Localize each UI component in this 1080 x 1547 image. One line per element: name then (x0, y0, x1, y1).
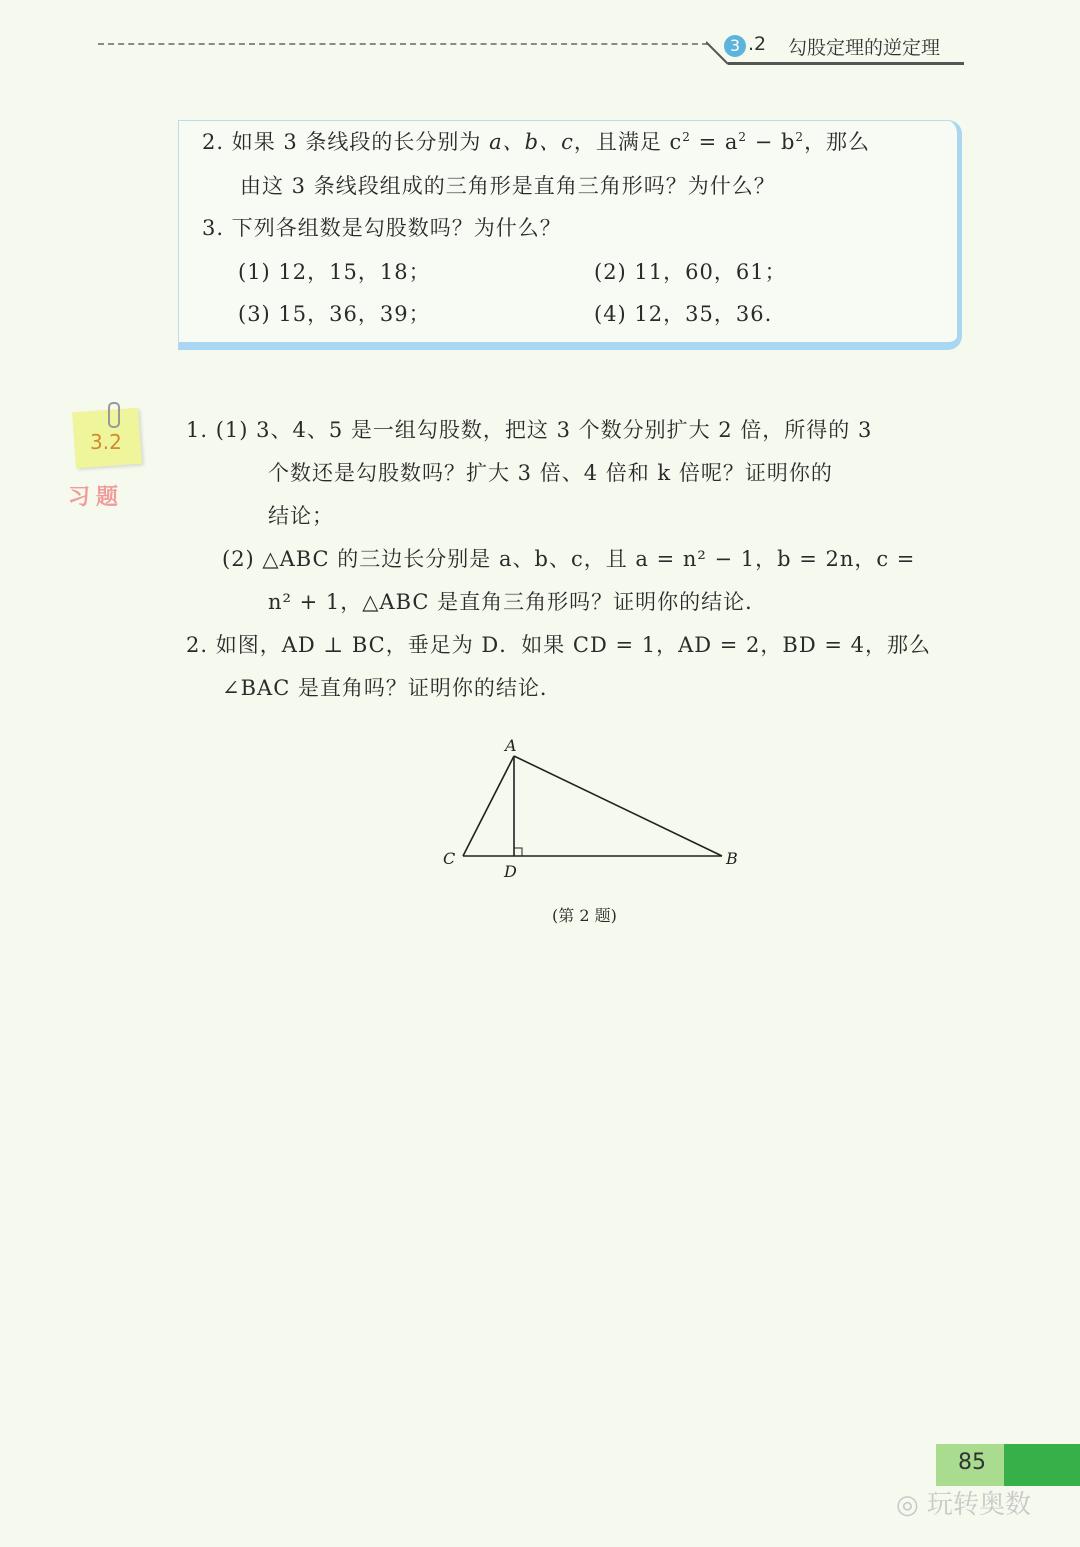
exercise-1-line-2: 个数还是勾股数吗？扩大 3 倍、4 倍和 k 倍呢？证明你的 (268, 461, 833, 485)
paperclip-icon (108, 402, 120, 428)
point-b-label: B (726, 849, 738, 868)
triangle-figure (430, 730, 750, 890)
exercise-section-number: 3.2 (90, 430, 122, 454)
exercise-2-line-1: 2. 如图，AD ⊥ BC，垂足为 D．如果 CD = 1，AD = 2，BD = 4，那么 (186, 633, 931, 657)
practice-q3-option-4: (4) 12，35，36. (594, 302, 773, 326)
header-dashed-rule (98, 43, 708, 45)
point-d-label: D (504, 862, 517, 881)
exercise-1-line-5: n² + 1，△ABC 是直角三角形吗？证明你的结论． (268, 590, 768, 614)
section-title: 勾股定理的逆定理 (788, 37, 941, 59)
practice-q3-stem: 3. 下列各组数是勾股数吗？为什么？ (202, 216, 562, 240)
practice-q3-option-1: (1) 12，15，18； (238, 260, 431, 284)
practice-q3-option-2: (2) 11，60，61； (594, 260, 787, 284)
segment-ab (514, 756, 722, 856)
figure-caption: (第 2 题) (552, 906, 617, 925)
exercise-label: 习题 (68, 485, 125, 510)
practice-q2-line2: 由这 3 条线段组成的三角形是直角三角形吗？为什么？ (240, 174, 776, 198)
point-c-label: C (443, 849, 456, 868)
exercise-1-line-4: (2) △ABC 的三边长分别是 a、b、c，且 a = n² − 1，b = 2n，c = (222, 547, 916, 571)
header-underline (728, 62, 964, 65)
exercise-2-line-2: ∠BAC 是直角吗？证明你的结论． (222, 676, 562, 700)
page-number-tab-dark (1004, 1444, 1080, 1486)
section-number-suffix: .2 (748, 33, 767, 55)
point-a-label: A (505, 736, 517, 755)
watermark (896, 1484, 1031, 1521)
practice-q2-line1: 2. 如果 3 条线段的长分别为 a、b、c，且满足 $c^2 = a^2 - b^2$，那么 (202, 130, 871, 154)
practice-q3-option-3: (3) 15，36，39； (238, 302, 431, 326)
segment-ca (463, 756, 514, 856)
page-number: 85 (958, 1450, 986, 1475)
exercise-1-line-1: 1. (1) 3、4、5 是一组勾股数，把这 3 个数分别扩大 2 倍，所得的 3 (186, 418, 873, 442)
exercise-1-line-3: 结论； (268, 504, 334, 528)
watermark-text: 玩转奥数 (926, 1490, 1031, 1520)
section-number-badge: 3 (724, 35, 746, 57)
right-angle-mark (514, 848, 522, 856)
chat-bubble-icon: ◎ (896, 1490, 927, 1520)
